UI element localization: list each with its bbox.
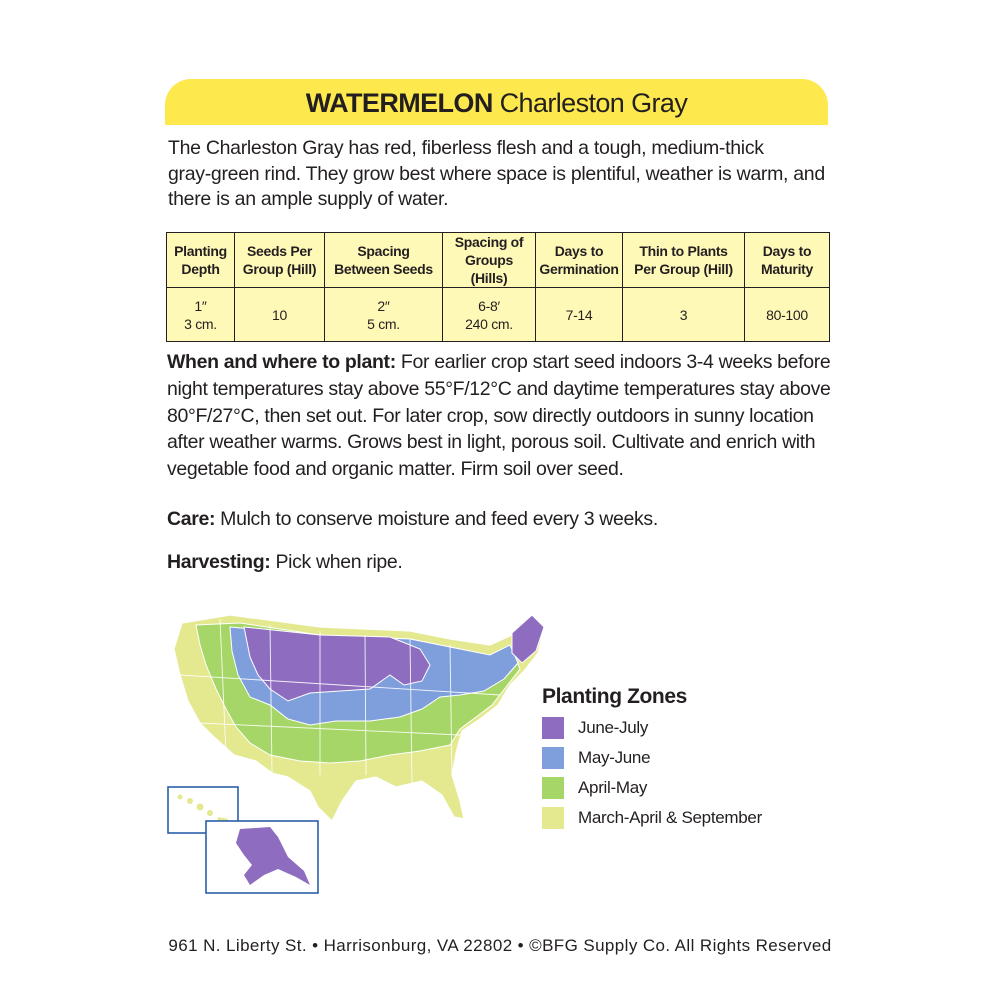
table-row [167,288,830,342]
legend-swatch [542,717,564,739]
header-planting-depth: Planting Depth [167,233,235,288]
legend-item [542,803,762,833]
care-paragraph: Care: Mulch to conserve moisture and feed every 3 weeks. [167,508,658,530]
value-seeds-per-group: 10 [235,288,325,342]
when-where-paragraph: When and where to plant: For earlier crop start seed indoors 3-4 weeks before night temperatures stay above 55°F/12°C and daytime temperatures stay above 80°F/27°C, then set out. For later crop, sow directly outdoors in sunny location after weather warms. Grows best in light, porous soil. Cultivate and enrich with vegetable food and organic matter. Firm soil over seed. [167,351,831,481]
legend-item [542,713,762,743]
harvesting-paragraph: Harvesting: Pick when ripe. [167,551,403,573]
header-thin-to-plants: Thin to Plants Per Group (Hill) [623,233,745,288]
header-days-germination: Days to Germination [536,233,623,288]
legend-item [542,773,762,803]
title-rest: Charleston Gray [499,88,688,118]
value-days-maturity: 80-100 [745,288,830,342]
header-seeds-per-group: Seeds Per Group (Hill) [235,233,325,288]
description [168,136,828,213]
value-spacing-groups: 6-8′ 240 cm. [443,288,536,342]
legend-swatch [542,777,564,799]
when-where-label: When and where to plant: [167,351,396,373]
value-days-germination: 7-14 [536,288,623,342]
zone-june-july-northeast [512,615,544,663]
legend-label: March-April & September [578,808,762,827]
title-strong: WATERMELON [305,88,493,118]
value-planting-depth: 1″ 3 cm. [167,288,235,342]
footer-address: 961 N. Liberty St. • Harrisonburg, VA 22802 • ©BFG Supply Co. All Rights Reserved [168,936,832,955]
legend-label: May-June [578,748,651,767]
planting-zones-map [160,605,560,905]
header-spacing-seeds: Spacing Between Seeds [325,233,443,288]
legend-swatch [542,747,564,769]
title-banner [165,79,828,125]
harvesting-label: Harvesting: [167,551,271,573]
legend-swatch [542,807,564,829]
header-spacing-groups: Spacing of Groups (Hills) [443,233,536,288]
legend-label: April-May [578,778,648,797]
description-line: gray-green rind. They grow best where space is plentiful, weather is warm, and [168,162,825,185]
value-spacing-seeds: 2″ 5 cm. [325,288,443,342]
table-header-row [167,233,830,288]
legend-label: June-July [578,718,649,737]
legend-title: Planting Zones [542,685,687,708]
description-line: The Charleston Gray has red, fiberless flesh and a tough, medium-thick [168,137,764,159]
care-label: Care: [167,508,216,530]
planting-info-table [166,232,830,342]
planting-zones-legend [542,685,762,833]
value-thin-to-plants: 3 [623,288,745,342]
legend-item [542,743,762,773]
header-days-maturity: Days to Maturity [745,233,830,288]
description-line: there is an ample supply of water. [168,188,449,210]
